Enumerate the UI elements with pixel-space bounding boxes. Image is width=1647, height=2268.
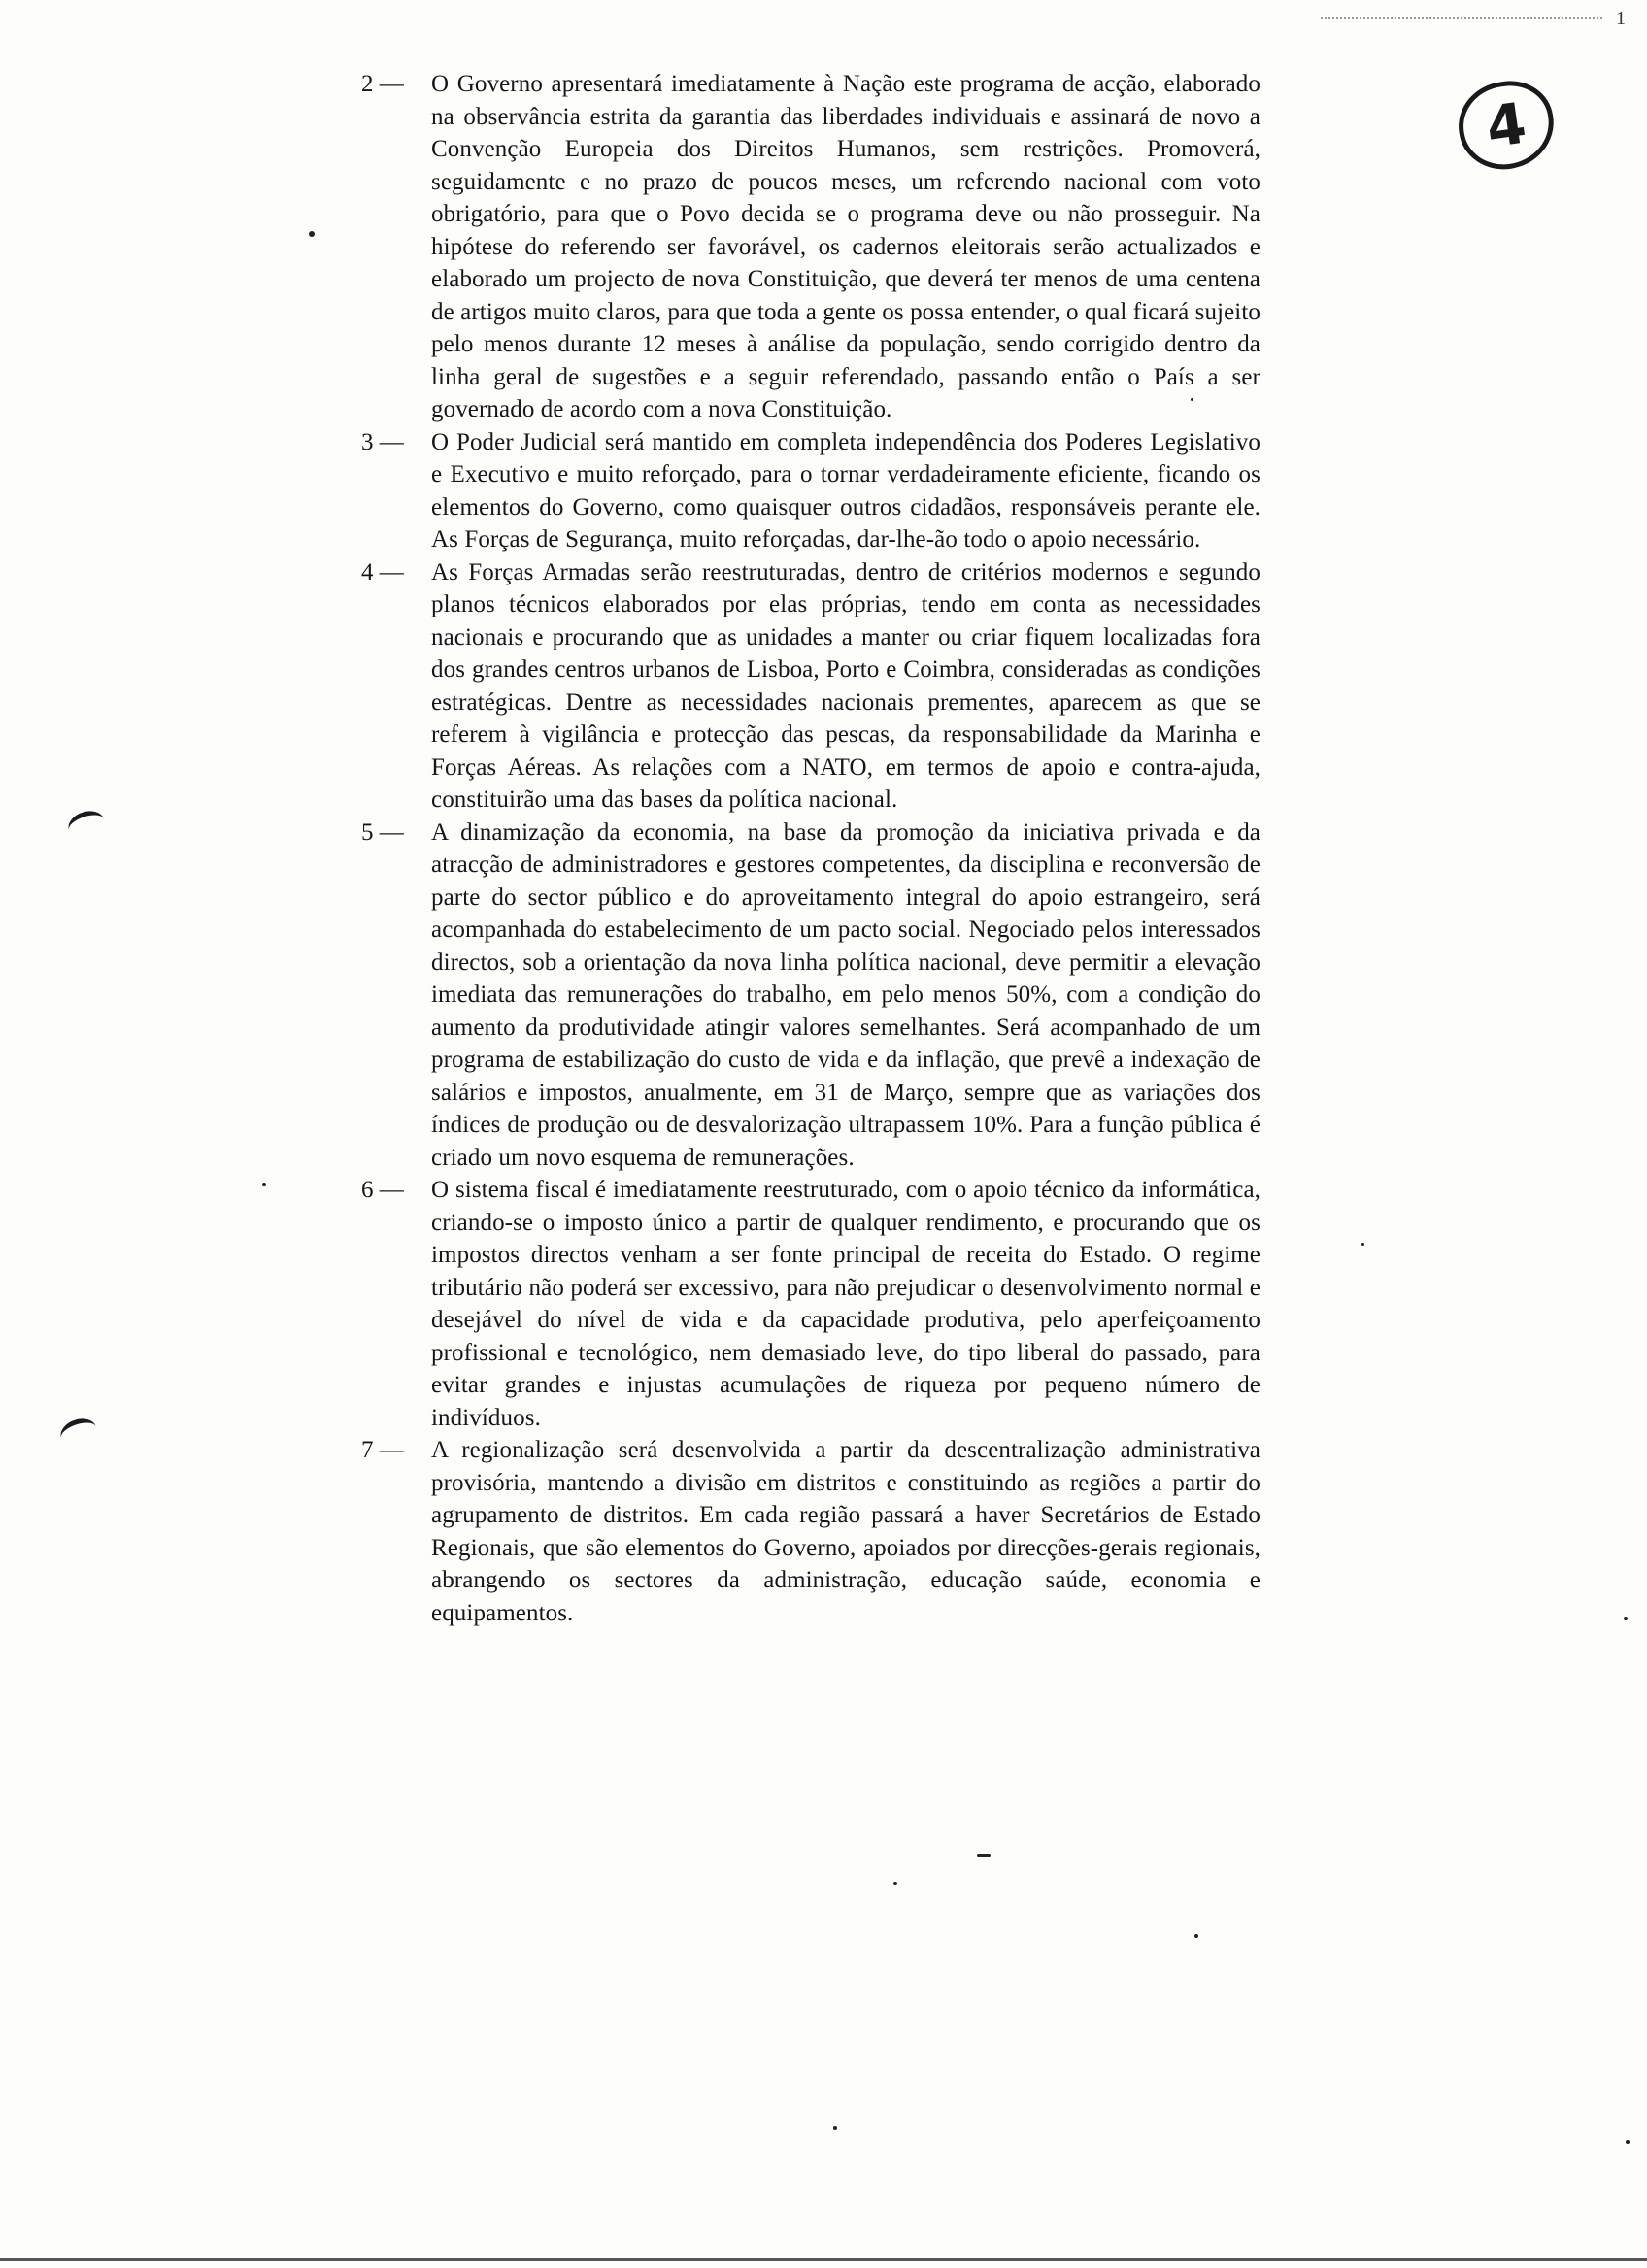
scan-speck [1626, 2140, 1630, 2144]
numbered-item [361, 556, 1260, 817]
numbered-item [361, 1174, 1260, 1434]
item-number: 7 — [361, 1437, 404, 1463]
scan-speck [893, 1882, 897, 1885]
item-number: 5 — [361, 818, 404, 846]
scan-speck [1194, 1934, 1198, 1938]
document-body [361, 68, 1260, 1629]
scan-speck [1624, 1617, 1628, 1620]
page-number: 1 [1616, 8, 1626, 29]
item-text: O Governo apresentará imediatamente à Nação este programa de acção, elaborado na observância estrita da garantia das liberdades individuais e assinará de novo a Convenção Europeia dos Direitos Humanos, sem restrições. Promoverá, seguidamente e no prazo de poucos meses, um referendo nacional com voto obrigatório, para que o Povo decida se o programa deve ou não prosseguir. Na hipótese do referendo ser favorável, os cadernos eleitorais serão actualizados e elaborado um projecto de nova Constituição, que deverá ter menos de uma centena de artigos muito claros, para que toda a gente os possa entender, o qual ficará sujeito pelo menos durante 12 meses à análise da população, sendo corrigido dentro da linha geral de sugestões e a seguir referendado, passando então o País a ser governado de acordo com a nova Constituição. [431, 71, 1260, 422]
item-number: 6 — [361, 1177, 404, 1203]
numbered-item [361, 426, 1260, 556]
numbered-item [361, 1434, 1260, 1629]
scan-mark-arc [57, 1415, 100, 1451]
item-text: A regionalização será desenvolvida a partir da descentralização administrativa provisória, mantendo a divisão em distritos e constituindo as regiões a partir do agrupamento de distritos. Em cada região passará a haver Secretários de Estado Regionais, que são elementos do Governo, apoiados por direcções-gerais regionais, abrangendo os sectores da administração, educação saúde, economia e equipamentos. [431, 1437, 1260, 1626]
numbered-item [361, 817, 1260, 1175]
item-number: 3 — [361, 428, 404, 455]
scan-speck [833, 2126, 837, 2130]
numbered-item [361, 68, 1260, 426]
scan-noise-dots [1321, 17, 1602, 25]
item-text: O sistema fiscal é imediatamente reestruturado, com o apoio técnico da informática, criando-se o imposto único a partir de qualquer rendimento, e procurando que os impostos directos venham a ser fonte principal de receita do Estado. O regime tributário não poderá ser excessivo, para não prejudicar o desenvolvimento normal e desejável do nível de vida e da capacidade produtiva, pelo aperfeiçoamento profissional e tecnológico, nem demasiado leve, do tipo liberal do passado, para evitar grandes e injustas acumulações de riqueza por pequeno número de indivíduos. [431, 1177, 1260, 1431]
scan-speck [1361, 1243, 1364, 1246]
scan-speck [977, 1854, 991, 1857]
item-number: 4 — [361, 558, 404, 585]
scan-speck [262, 1183, 266, 1186]
circled-number-text: 4 [1482, 89, 1530, 161]
page-bottom-edge [0, 2258, 1647, 2261]
item-text: As Forças Armadas serão reestruturadas, dentro de critérios modernos e segundo planos técnicos elaborados por elas próprias, tendo em conta as necessidades nacionais e procurando que as unidades a manter ou criar fiquem localizadas fora dos grandes centros urbanos de Lisboa, Porto e Coimbra, consideradas as condições estratégicas. Dentre as necessidades nacionais prementes, aparecem as que se referem à vigilância e protecção das pescas, da responsabilidade da Marinha e Forças Aéreas. As relações com a NATO, em termos de apoio e contra-ajuda, constituirão uma das bases da política nacional. [431, 558, 1260, 813]
item-number: 2 — [361, 71, 404, 97]
item-text: A dinamização da economia, na base da promoção da iniciativa privada e da atracção de administradores e gestores competentes, da disciplina e reconversão de parte do sector público e do aproveitamento integral do apoio estrangeiro, será acompanhada do estabelecimento de um pacto social. Negociado pelos interessados directos, sob a orientação da nova linha política nacional, deve permitir a elevação imediata das remunerações do trabalho, em pelo menos 50%, com a condição do aumento da produtividade atingir valores semelhantes. Será acompanhado de um programa de estabilização do custo de vida e da inflação, que prevê a indexação de salários e impostos, anualmente, em 31 de Março, sempre que as variações dos índices de produção ou de desvalorização ultrapassem 10%. Para a função pública é criado um novo esquema de remunerações. [431, 818, 1260, 1171]
scan-speck [309, 231, 315, 237]
scan-mark-arc [65, 807, 108, 843]
circled-page-number [1453, 76, 1560, 176]
item-text: O Poder Judicial será mantido em completa independência dos Poderes Legislativo e Executivo e muito reforçado, para o tornar verdadeiramente eficiente, ficando os elementos do Governo, como quaisquer outros cidadãos, responsáveis perante ele. As Forças de Segurança, muito reforçadas, dar-lhe-ão todo o apoio necessário. [431, 428, 1260, 552]
